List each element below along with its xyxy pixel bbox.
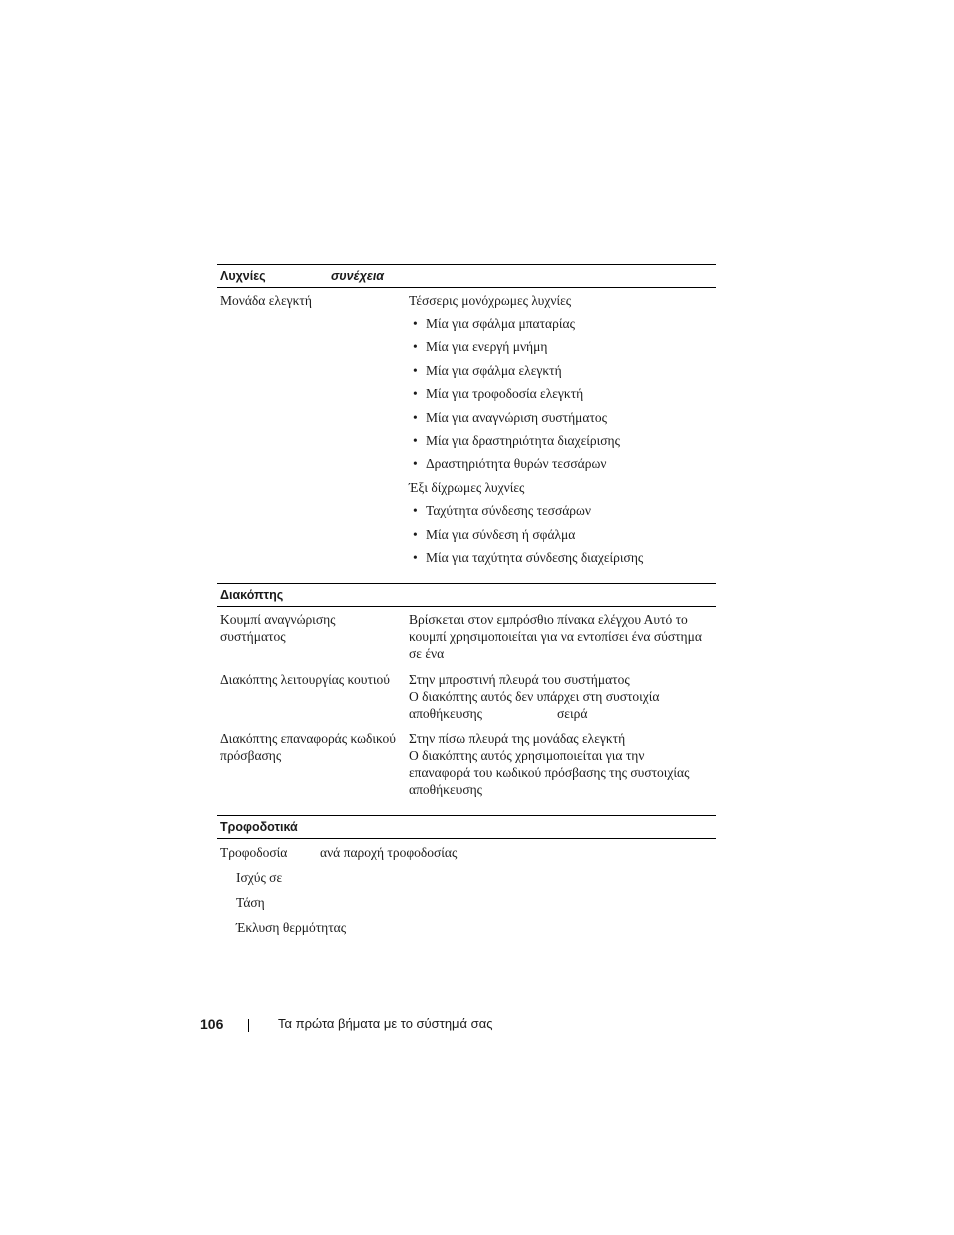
- row-label-id-button: Κουμπί αναγνώρισης συστήματος: [220, 612, 336, 644]
- footer-divider: [248, 1019, 249, 1032]
- section-header-switches: [217, 583, 716, 607]
- page-number: 106: [200, 1016, 224, 1032]
- row-desc-power: ανά παροχή τροφοδοσίας: [320, 845, 458, 860]
- list-item: • Μία για σφάλμα ελεγκτή: [413, 363, 562, 378]
- row-desc-password-reset: Στην πίσω πλευρά της μονάδας ελεγκτή Ο διακόπτης αυτός χρησιμοποιείται για την επαναφορά του κωδικού πρόσβασης της συστοιχίας αποθήκευσης: [409, 731, 690, 797]
- list-item: • Μία για σύνδεση ή σφάλμα: [413, 527, 576, 542]
- row-label-power-switch: Διακόπτης λειτουργίας κουτιού: [220, 672, 390, 687]
- footer-title: Τα πρώτα βήματα με το σύστημά σας: [278, 1016, 493, 1031]
- row-label-power: Τροφοδοσία: [220, 845, 288, 860]
- list-item: • Μία για δραστηριότητα διαχείρισης: [413, 433, 620, 448]
- section-header-leds: [217, 264, 716, 288]
- row-desc-power-switch: Στην μπροστινή πλευρά του συστήματος Ο διακόπτης αυτός δεν υπάρχει στη συστοιχία αποθήκευσης σειρά: [409, 672, 660, 721]
- list-item: • Ταχύτητα σύνδεσης τεσσάρων: [413, 503, 592, 518]
- section-subtitle: συνέχεια: [331, 269, 385, 283]
- row-label-password-reset: Διακόπτης επαναφοράς κωδικού πρόσβασης: [220, 731, 396, 763]
- row-desc-id-button: Βρίσκεται στον εμπρόσθιο πίνακα ελέγχου Αυτό το κουμπί χρησιμοποιείται για να εντοπίσει ένα σύστημα σε ένα: [409, 612, 702, 661]
- section-title: Διακόπτης: [220, 588, 284, 602]
- section-title: Τροφοδοτικά: [220, 820, 298, 834]
- group-heading-mono-leds: Τέσσερις μονόχρωμες λυχνίες: [409, 293, 572, 308]
- list-item: Τάση: [236, 895, 265, 910]
- list-item: • Δραστηριότητα θυρών τεσσάρων: [413, 456, 607, 471]
- list-item: • Μία για τροφοδοσία ελεγκτή: [413, 386, 584, 401]
- list-item: • Μία για σφάλμα μπαταρίας: [413, 316, 575, 331]
- list-item: • Μία για αναγνώριση συστήματος: [413, 410, 607, 425]
- list-item: Ισχύς σε: [236, 870, 283, 885]
- section-header-power-supplies: [217, 815, 716, 839]
- list-item: • Μία για ταχύτητα σύνδεσης διαχείρισης: [413, 550, 644, 565]
- list-item: Έκλυση θερμότητας: [236, 920, 347, 935]
- list-item: • Μία για ενεργή μνήμη: [413, 339, 548, 354]
- section-title: Λυχνίες: [220, 269, 266, 283]
- row-label-controller: Μονάδα ελεγκτή: [220, 293, 312, 308]
- group-heading-bicolor-leds: Έξι δίχρωμες λυχνίες: [409, 480, 525, 495]
